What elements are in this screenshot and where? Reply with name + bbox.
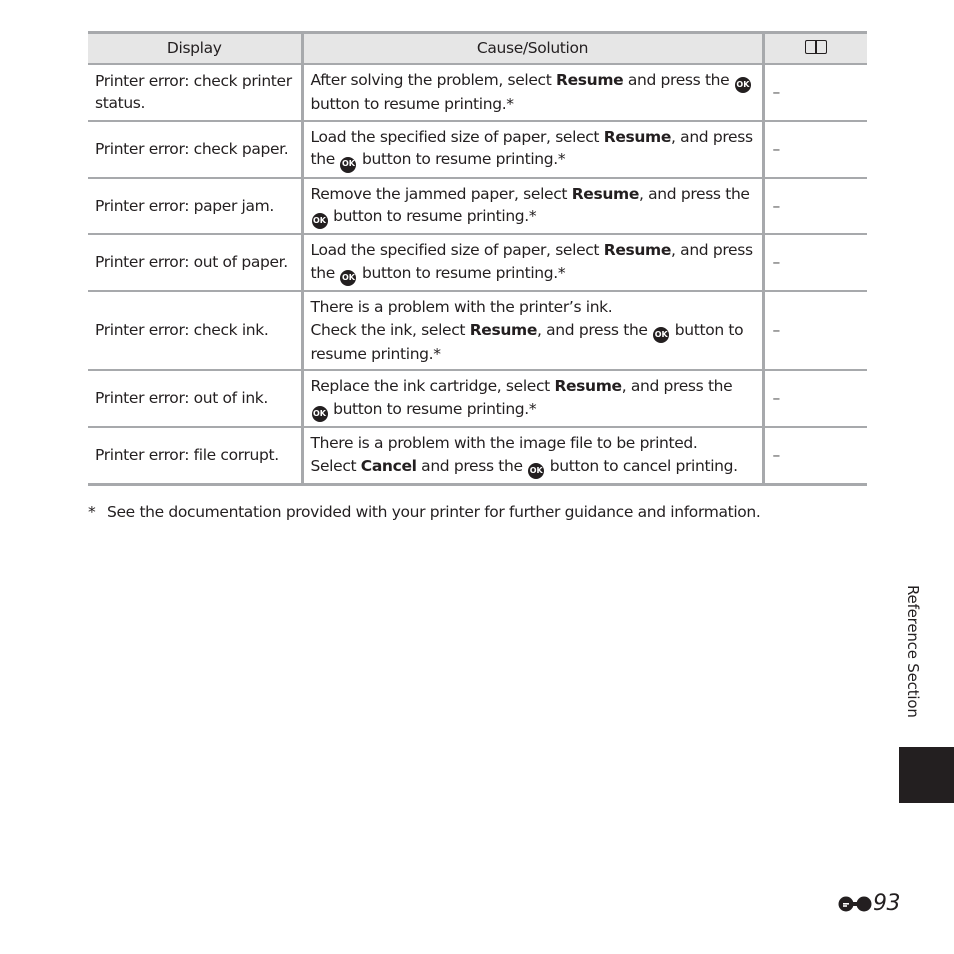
solution-text: and press the bbox=[416, 456, 528, 475]
solution-text: After solving the problem, select bbox=[310, 71, 557, 89]
cause-solution-cell bbox=[302, 64, 763, 121]
reference-page-cell: – bbox=[763, 64, 867, 121]
printer-error-table bbox=[88, 31, 867, 486]
solution-text: There is a problem with the printer’s ink. bbox=[310, 298, 613, 316]
ok-button-icon: OK bbox=[528, 463, 544, 479]
menu-option-name: Resume bbox=[556, 71, 624, 89]
solution-text: , and press the bbox=[310, 241, 753, 282]
solution-text: button to resume printing.* bbox=[310, 95, 514, 114]
menu-option-name: Resume bbox=[469, 320, 537, 339]
solution-text: Load the specified size of paper, select bbox=[310, 241, 604, 260]
header-reference bbox=[763, 33, 867, 65]
ok-button-icon: OK bbox=[735, 77, 751, 93]
solution-text: button to resume printing.* bbox=[328, 207, 537, 225]
reference-page-cell: – bbox=[763, 370, 867, 427]
cause-solution-cell bbox=[302, 427, 763, 484]
display-cell: Printer error: check printer status. bbox=[88, 64, 302, 121]
menu-option-name: Resume bbox=[603, 241, 672, 260]
ok-button-icon: OK bbox=[340, 157, 356, 173]
solution-text: Remove the jammed paper, select bbox=[310, 184, 572, 203]
ok-button-icon: OK bbox=[312, 213, 328, 229]
solution-text: button to resume printing.* bbox=[328, 399, 537, 418]
table-row bbox=[88, 121, 867, 178]
solution-text: button to resume printing.* bbox=[357, 263, 566, 282]
display-cell: Printer error: check paper. bbox=[88, 121, 302, 178]
menu-option-name: Resume bbox=[554, 377, 622, 396]
solution-text: Check the ink, select bbox=[310, 320, 470, 339]
display-cell: Printer error: paper jam. bbox=[88, 178, 302, 235]
solution-text: , and press the bbox=[310, 127, 753, 169]
solution-text: Select bbox=[310, 456, 361, 475]
footnote-marker: * bbox=[88, 503, 96, 521]
book-icon bbox=[805, 40, 827, 54]
solution-text: , and press the bbox=[537, 320, 653, 339]
side-tab-marker bbox=[899, 747, 954, 803]
display-cell: Printer error: out of paper. bbox=[88, 234, 302, 291]
reference-page-cell: – bbox=[763, 427, 867, 484]
reference-page-cell: – bbox=[763, 291, 867, 370]
table-header-row bbox=[88, 33, 867, 65]
header-cause-solution: Cause/Solution bbox=[302, 33, 763, 65]
solution-text: Load the specified size of paper, select bbox=[310, 127, 604, 146]
cause-solution-cell bbox=[302, 370, 763, 427]
display-cell: Printer error: out of ink. bbox=[88, 370, 302, 427]
footnote-text: See the documentation provided with your printer for further guidance and information. bbox=[107, 503, 761, 521]
reference-page-cell: – bbox=[763, 121, 867, 178]
table-row bbox=[88, 427, 867, 484]
table-row bbox=[88, 291, 867, 370]
solution-text: and press the bbox=[623, 71, 734, 89]
ok-button-icon: OK bbox=[653, 327, 669, 343]
table-row bbox=[88, 64, 867, 121]
table-row bbox=[88, 370, 867, 427]
cause-solution-cell bbox=[302, 178, 763, 235]
solution-text: button to cancel printing. bbox=[545, 456, 738, 475]
solution-text: button to resume printing.* bbox=[310, 320, 744, 363]
page-number bbox=[838, 891, 900, 916]
menu-option-name: Cancel bbox=[360, 456, 417, 475]
side-tab-label: Reference Section bbox=[904, 585, 922, 718]
solution-text: button to resume printing.* bbox=[357, 150, 566, 169]
reference-page-cell: – bbox=[763, 234, 867, 291]
ok-button-icon: OK bbox=[340, 270, 356, 286]
menu-option-name: Resume bbox=[571, 184, 639, 203]
menu-option-name: Resume bbox=[603, 127, 672, 146]
reference-page-cell: – bbox=[763, 178, 867, 235]
footnote bbox=[88, 501, 848, 523]
page-number-text: 93 bbox=[873, 891, 900, 916]
ok-button-icon: OK bbox=[312, 406, 328, 422]
solution-text: Replace the ink cartridge, select bbox=[310, 377, 555, 396]
table-row bbox=[88, 178, 867, 235]
solution-text: There is a problem with the image file to be printed. bbox=[310, 434, 698, 452]
cause-solution-cell bbox=[302, 234, 763, 291]
solution-text: , and press the bbox=[639, 184, 750, 203]
solution-text: , and press the bbox=[621, 377, 733, 396]
table-row bbox=[88, 234, 867, 291]
cause-solution-cell bbox=[302, 291, 763, 370]
reference-section-icon bbox=[838, 896, 872, 912]
display-cell: Printer error: file corrupt. bbox=[88, 427, 302, 484]
cause-solution-cell bbox=[302, 121, 763, 178]
display-cell: Printer error: check ink. bbox=[88, 291, 302, 370]
header-display: Display bbox=[88, 33, 302, 65]
